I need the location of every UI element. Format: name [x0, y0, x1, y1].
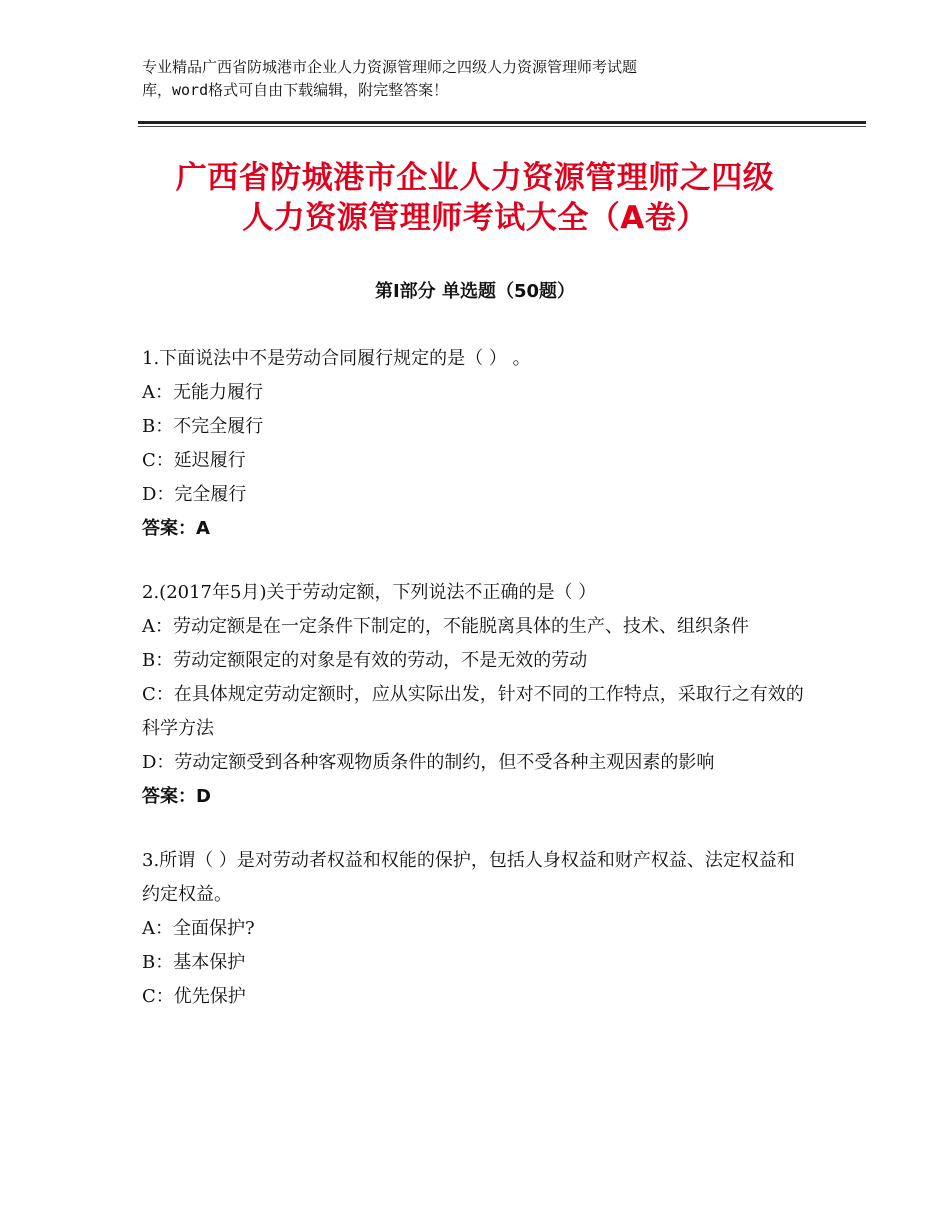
option-c: C：在具体规定劳动定额时，应从实际出发，针对不同的工作特点，采取行之有效的科学方法 [142, 684, 804, 739]
section-heading: 第Ⅰ部分 单选题（50题） [374, 281, 575, 302]
document-title: 广西省防城港市企业人力资源管理师之四级 人力资源管理师考试大全（A卷） [175, 160, 775, 236]
option-a: A：劳动定额是在一定条件下制定的，不能脱离具体的生产、技术、组织条件 [142, 616, 749, 637]
option-b: B：基本保护 [142, 952, 246, 973]
option-c: C：延迟履行 [142, 450, 246, 471]
header-rule-thick [138, 121, 866, 124]
question-stem: 2.(2017年5月)关于劳动定额，下列说法不正确的是（ ） [142, 582, 597, 603]
option-b: B：劳动定额限定的对象是有效的劳动，不是无效的劳动 [142, 650, 588, 671]
header-note: 专业精品广西省防城港市企业人力资源管理师之四级人力资源管理师考试题 库，word格式可自由下载编辑，附完整答案！ [142, 58, 638, 99]
question-3 [142, 844, 812, 1014]
answer-line: 答案：D [142, 786, 211, 807]
option-a: A：无能力履行 [142, 382, 263, 403]
question-stem: 1.下面说法中不是劳动合同履行规定的是（ ） 。 [142, 348, 531, 369]
option-d: D：劳动定额受到各种客观物质条件的制约，但不受各种主观因素的影响 [142, 752, 715, 773]
option-a: A：全面保护? [142, 918, 255, 939]
header-rule-thin [138, 126, 866, 127]
question-list [142, 342, 812, 1044]
answer-line: 答案：A [142, 518, 210, 539]
question-2 [142, 576, 812, 814]
option-d: D：完全履行 [142, 484, 247, 505]
option-b: B：不完全履行 [142, 416, 264, 437]
option-c: C：优先保护 [142, 986, 246, 1007]
question-1 [142, 342, 812, 546]
question-stem: 3.所谓（ ）是对劳动者权益和权能的保护，包括人身权益和财产权益、法定权益和约定权益。 [142, 850, 795, 905]
